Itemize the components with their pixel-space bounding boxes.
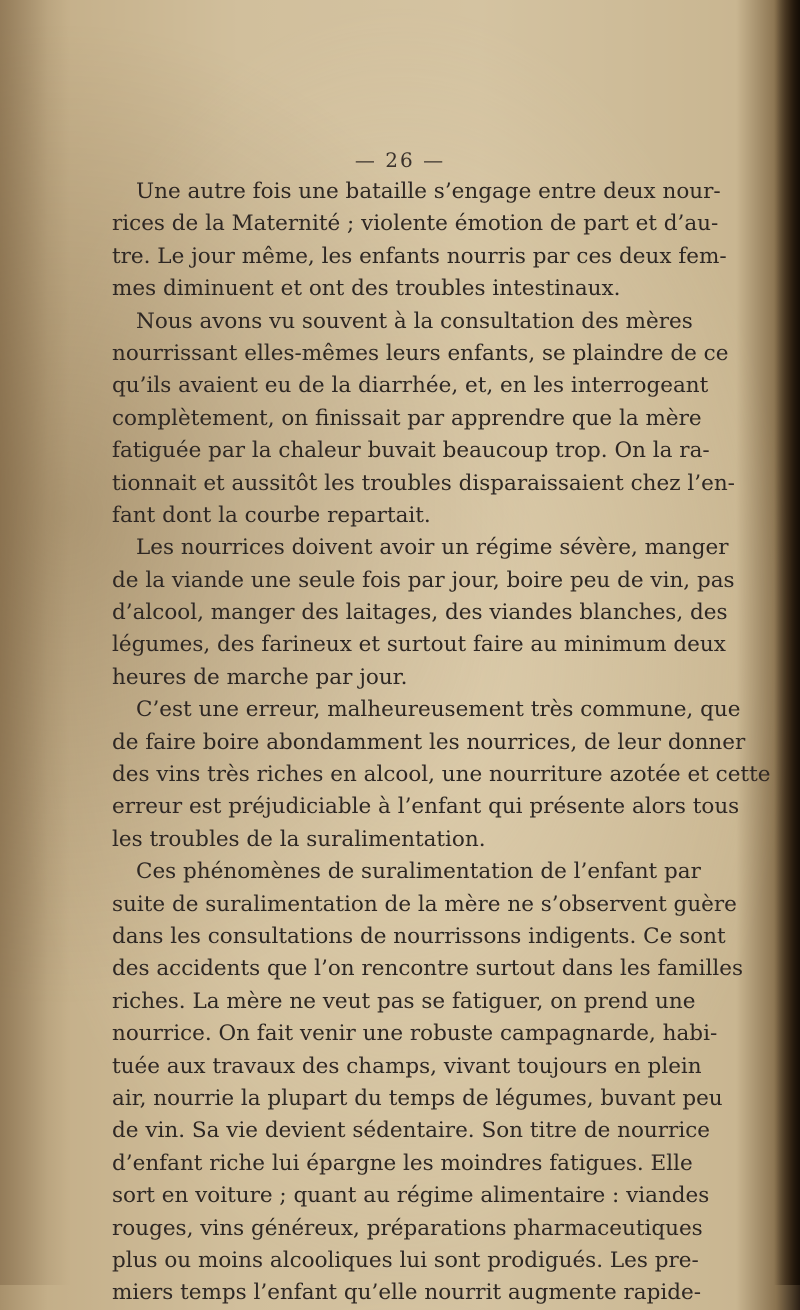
paragraph-3	[112, 532, 735, 694]
text-line: tuée aux travaux des champs, vivant toujours en plein	[112, 1053, 702, 1079]
text-line: de faire boire abondamment les nourrices, de leur donner	[112, 729, 746, 755]
text-line: mes diminuent et ont des troubles intestinaux.	[112, 276, 621, 302]
text-line: Les nourrices doivent avoir un régime sévère, manger	[136, 535, 729, 561]
text-line: fant dont la courbe repartait.	[112, 502, 431, 528]
text-line: erreur est préjudiciable à l’enfant qui présente alors tous	[112, 794, 740, 820]
text-line: de la viande une seule fois par jour, boire peu de vin, pas	[112, 567, 735, 593]
text-line: légumes, des farineux et surtout faire au minimum deux	[112, 632, 726, 658]
page-right-edge-shadow	[774, 0, 800, 1285]
page-left-shading	[0, 0, 70, 1285]
text-line: complètement, on finissait par apprendre que la mère	[112, 405, 702, 431]
text-line: Ces phénomènes de suralimentation de l’enfant par	[136, 859, 701, 885]
text-line: rouges, vins généreux, préparations pharmaceutiques	[112, 1215, 703, 1241]
text-line: suite de suralimentation de la mère ne s’observent guère	[112, 891, 737, 917]
body-text	[112, 176, 771, 1310]
text-line: dans les consultations de nourrissons indigents. Ce sont	[112, 923, 726, 949]
text-line: miers temps l’enfant qu’elle nourrit augmente rapide-	[112, 1280, 701, 1306]
text-line: rices de la Maternité ; violente émotion de part et d’au-	[112, 211, 719, 237]
paragraph-4	[112, 694, 771, 856]
text-line: les troubles de la suralimentation.	[112, 826, 486, 852]
text-line: d’enfant riche lui épargne les moindres fatigues. Elle	[112, 1150, 693, 1176]
text-line: sort en voiture ; quant au régime alimentaire : viandes	[112, 1183, 710, 1209]
text-line: nourrissant elles-mêmes leurs enfants, se plaindre de ce	[112, 340, 729, 366]
text-line: des accidents que l’on rencontre surtout dans les familles	[112, 956, 744, 982]
text-line: nourrice. On fait venir une robuste campagnarde, habi-	[112, 1021, 718, 1047]
paragraph-5	[112, 856, 744, 1309]
page-number: — 26 —	[354, 148, 446, 172]
text-line: de vin. Sa vie devient sédentaire. Son titre de nourrice	[112, 1118, 710, 1144]
paragraph-2	[112, 306, 735, 533]
text-line: tionnait et aussitôt les troubles disparaissaient chez l’en-	[112, 470, 735, 496]
text-line: tre. Le jour même, les enfants nourris par ces deux fem-	[112, 243, 727, 269]
text-line: des vins très riches en alcool, une nourriture azotée et cette	[112, 762, 771, 788]
text-line: fatiguée par la chaleur buvait beaucoup trop. On la ra-	[112, 438, 710, 464]
text-line: d’alcool, manger des laitages, des viandes blanches, des	[112, 600, 728, 626]
text-line: C’est une erreur, malheureusement très commune, que	[136, 697, 741, 723]
text-line: Une autre fois une bataille s’engage entre deux nour-	[136, 179, 721, 204]
text-line: riches. La mère ne veut pas se fatiguer, on prend une	[112, 988, 696, 1014]
text-line: Nous avons vu souvent à la consultation des mères	[136, 308, 693, 334]
paragraph-1	[112, 176, 727, 306]
text-line: heures de marche par jour.	[112, 664, 408, 690]
text-line: air, nourrie la plupart du temps de légumes, buvant peu	[112, 1085, 723, 1111]
text-line: qu’ils avaient eu de la diarrhée, et, en les interrogeant	[112, 373, 709, 399]
text-line: plus ou moins alcooliques lui sont prodigués. Les pre-	[112, 1247, 699, 1273]
